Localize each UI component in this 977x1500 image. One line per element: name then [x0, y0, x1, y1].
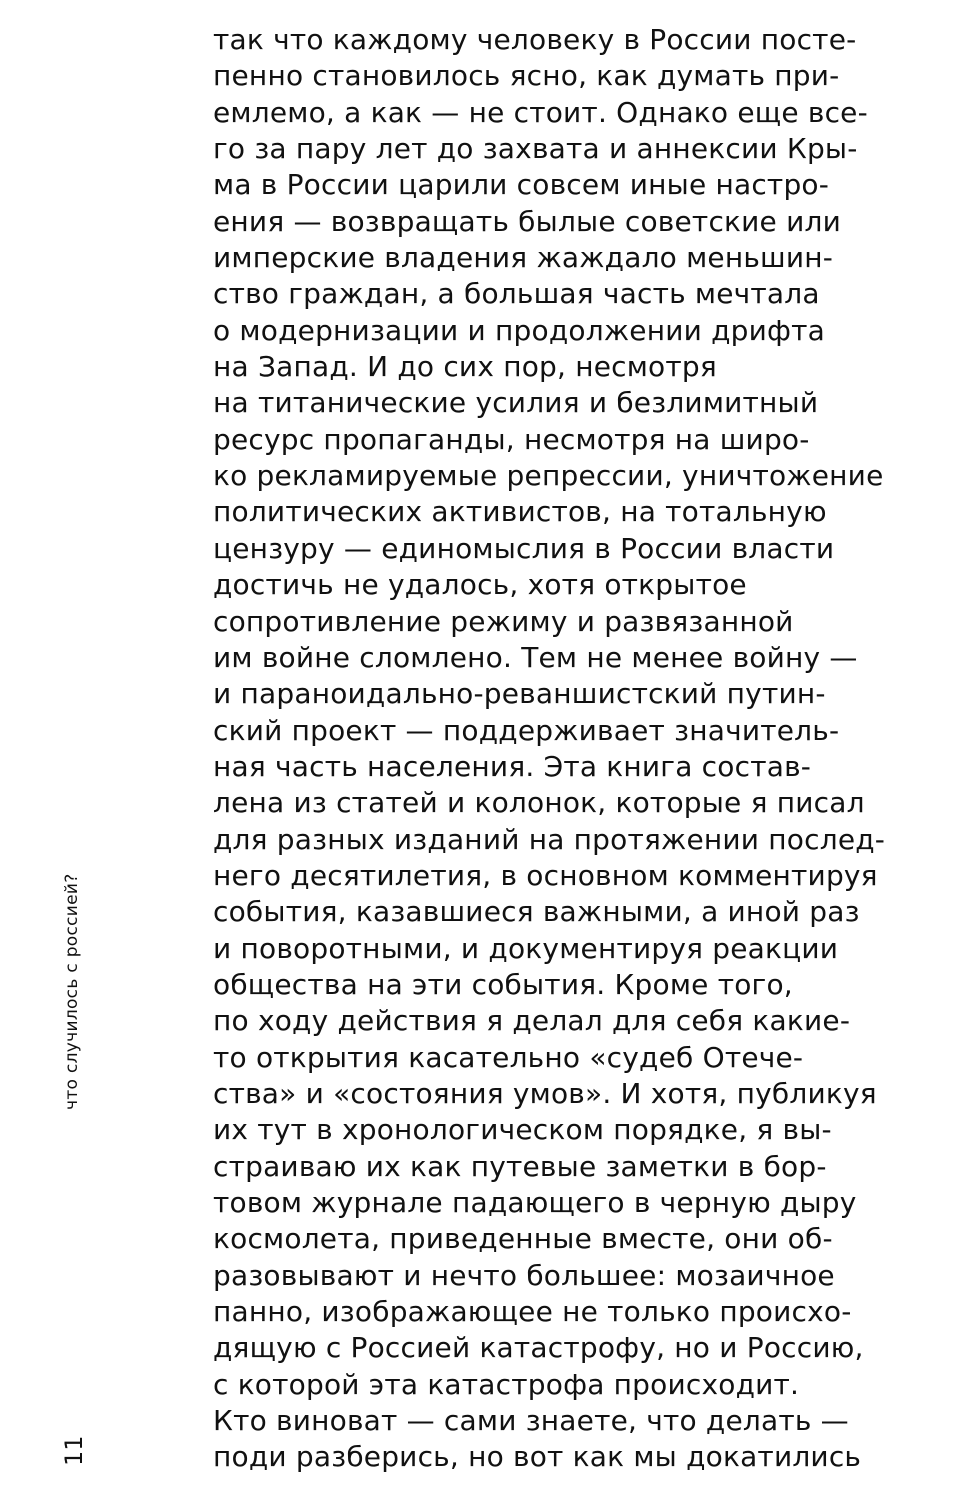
body-line: и поворотными, и документируя реакции — [213, 931, 839, 965]
body-line: имперские владения жаждало меньшин- — [213, 241, 834, 275]
body-line: разовывают и нечто большее: мозаичное — [213, 1258, 835, 1292]
body-line: го за пару лет до захвата и аннексии Кры- — [213, 132, 858, 166]
body-line: то открытия касательно «судеб Отече- — [213, 1040, 804, 1074]
body-line: панно, изображающее не только происхо- — [213, 1295, 852, 1329]
body-text — [213, 22, 953, 1476]
body-line: поди разберись, но вот как мы докатились — [213, 1440, 862, 1474]
body-line: ства» и «состояния умов». И хотя, публикуя — [213, 1076, 877, 1110]
body-line: ко рекламируемые репрессии, уничтожение — [213, 459, 884, 493]
body-line: для разных изданий на протяжении послед- — [213, 822, 886, 856]
body-line: Кто виноват — сами знаете, что делать — — [213, 1404, 849, 1438]
body-line: их тут в хронологическом порядке, я вы- — [213, 1113, 832, 1147]
body-line: лена из статей и колонок, которые я писал — [213, 786, 865, 820]
body-line: цензуру — единомыслия в России власти — [213, 531, 835, 565]
body-line: ная часть населения. Эта книга состав- — [213, 749, 812, 783]
page-number: 11 — [60, 1435, 88, 1466]
body-line: о модернизации и продолжении дрифта — [213, 313, 826, 347]
body-line: с которой эта катастрофа происходит. — [213, 1367, 800, 1401]
body-line: на Запад. И до сих пор, несмотря — [213, 350, 717, 384]
body-line: сопротивление режиму и развязанной — [213, 604, 794, 638]
body-line: на титанические усилия и безлимитный — [213, 386, 819, 420]
running-head: что случилось с россией? — [62, 873, 82, 1110]
body-line: дящую с Россией катастрофу, но и Россию, — [213, 1331, 864, 1365]
body-line: товом журнале падающего в черную дыру — [213, 1186, 857, 1219]
body-line: ство граждан, а большая часть мечтала — [213, 277, 820, 311]
body-line: достичь не удалось, хотя открытое — [213, 568, 747, 602]
body-line: космолета, приведенные вместе, они об- — [213, 1222, 833, 1256]
body-line: общества на эти события. Кроме того, — [213, 967, 793, 1001]
body-line: ения — возвращать былые советские или — [213, 204, 841, 238]
body-line: ресурс пропаганды, несмотря на широ- — [213, 422, 810, 456]
body-line: ма в России царили совсем иные настро- — [213, 168, 830, 202]
body-line: по ходу действия я делал для себя какие- — [213, 1004, 851, 1038]
body-line: политических активистов, на тотальную — [213, 495, 827, 529]
body-line: им войне сломлено. Тем не менее войну — — [213, 640, 858, 674]
body-line: ский проект — поддерживает значитель- — [213, 713, 840, 747]
body-line: него десятилетия, в основном комментируя — [213, 858, 878, 892]
body-line: страиваю их как путевые заметки в бор- — [213, 1149, 827, 1183]
body-line: емлемо, а как — не стоит. Однако еще все- — [213, 95, 868, 129]
body-line: события, казавшиеся важными, а иной раз — [213, 895, 860, 929]
body-line: пенно становилось ясно, как думать при- — [213, 59, 840, 93]
body-line: так что каждому человеку в России посте- — [213, 23, 857, 56]
body-line: и параноидально-реваншистский путин- — [213, 677, 826, 711]
